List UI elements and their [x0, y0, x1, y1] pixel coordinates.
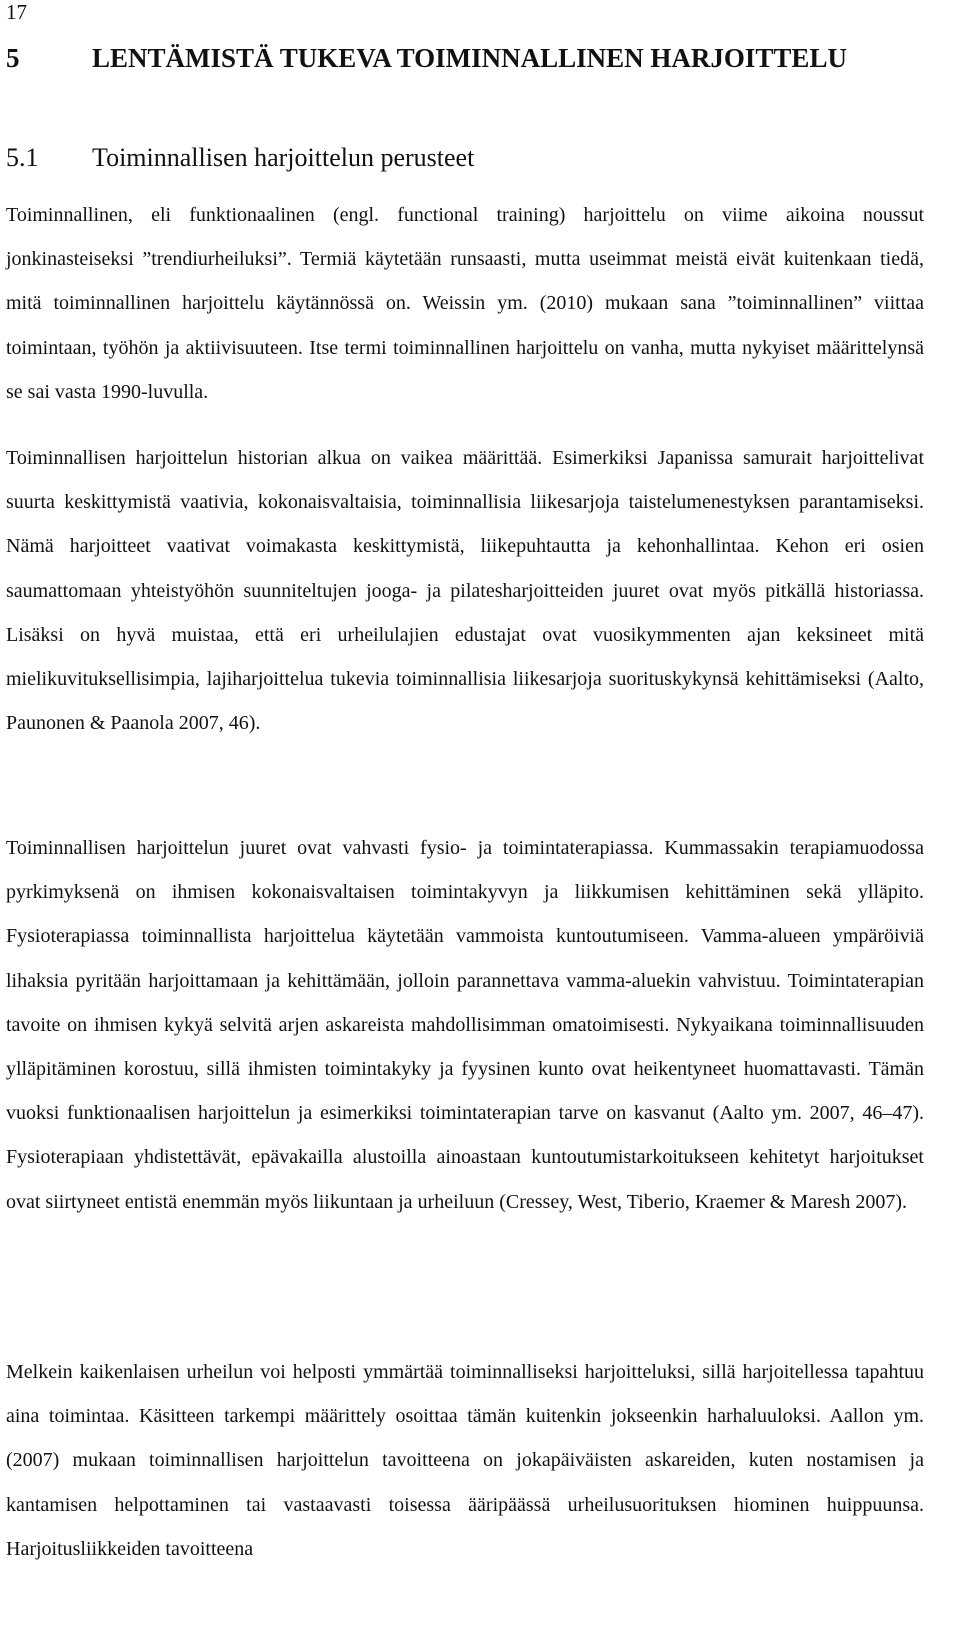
section-number: 5.1 — [6, 143, 39, 172]
section-heading — [6, 141, 474, 175]
body-paragraph: Toiminnallinen, eli funktionaalinen (engl. functional training) harjoittelu on viime aikoina noussut jonkinasteiseksi ”trendiurheiluksi”. Termiä käytetään runsaasti, mutta useimmat meistä eivät kuitenkaan tiedä, mitä toiminnallinen harjoittelu käytännössä on. Weissin ym. (2010) mukaan sana ”toiminnallinen” viittaa toimintaan, työhön ja aktiivisuuteen. Itse termi toiminnallinen harjoittelu on vanha, mutta nykyiset määrittelynsä se sai vasta 1990-luvulla. — [6, 204, 924, 403]
body-paragraph: Toiminnallisen harjoittelun historian alkua on vaikea määrittää. Esimerkiksi Japanissa samurait harjoittelivat suurta keskittymistä vaativia, kokonaisvaltaisia, toiminnallisia liikesarjoja taistelumenestyksen parantamiseksi. Nämä harjoitteet vaativat voimakasta keskittymistä, liikepuhtautta ja kehonhallintaa. Kehon eri osien saumattomaan yhteistyöhön suunniteltujen jooga- ja pilatesharjoitteiden juuret ovat myös pitkällä historiassa. Lisäksi on hyvä muistaa, että eri urheilulajien edustajat ovat vuosikymmenten ajan keksineet mitä mielikuvituksellisimpia, lajiharjoittelua tukevia toiminnallisia liikesarjoja suorituskykynsä kehittämiseksi (Aalto, Paunonen & Paanola 2007, 46). — [6, 447, 924, 735]
page-number: 17 — [6, 0, 27, 24]
chapter-heading — [6, 40, 847, 76]
chapter-number: 5 — [6, 43, 20, 73]
body-paragraph: Toiminnallisen harjoittelun juuret ovat vahvasti fysio- ja toimintaterapiassa. Kummassakin terapiamuodossa pyrkimyksenä on ihmisen kokonaisvaltaisen toimintakyvyn ja liikkumisen kehittäminen sekä ylläpito. Fysioterapiassa toiminnallista harjoittelua käytetään vammoista kuntoutumiseen. Vamma-alueen ympäröiviä lihaksia pyritään harjoittamaan ja kehittämään, jolloin parannettava vamma-aluekin vahvistuu. Toimintaterapian tavoite on ihmisen kykyä selvitä arjen askareista mahdollisimman omatoimisesti. Nykyaikana toiminnallisuuden ylläpitäminen korostuu, sillä ihmisten toimintakyky ja fyysinen kunto ovat heikentyneet huomattavasti. Tämän vuoksi funktionaalisen harjoittelun ja esimerkiksi toimintaterapian tarve on kasvanut (Aalto ym. 2007, 46–47). Fysioterapiaan yhdistettävät, epävakailla alustoilla ainoastaan kuntoutumistarkoitukseen kehitetyt harjoitukset ovat siirtyneet entistä enemmän myös liikuntaan ja urheiluun (Cressey, West, Tiberio, Kraemer & Maresh 2007). — [6, 837, 924, 1213]
section-title: Toiminnallisen harjoittelun perusteet — [92, 143, 475, 172]
chapter-title: LENTÄMISTÄ TUKEVA TOIMINNALLINEN HARJOITTELU — [92, 43, 847, 73]
body-paragraph: Melkein kaikenlaisen urheilun voi helposti ymmärtää toiminnalliseksi harjoitteluksi, sillä harjoitellessa tapahtuu aina toimintaa. Käsitteen tarkempi määrittely osoittaa tämän kuitenkin jokseenkin harhaluuloksi. Aallon ym. (2007) mukaan toiminnallisen harjoittelun tavoitteena on jokapäiväisten askareiden, kuten nostamisen ja kantamisen helpottaminen tai vastaavasti toisessa ääripäässä urheilusuorituksen hiominen huippuunsa. Harjoitusliikkeiden tavoitteena — [6, 1361, 924, 1560]
